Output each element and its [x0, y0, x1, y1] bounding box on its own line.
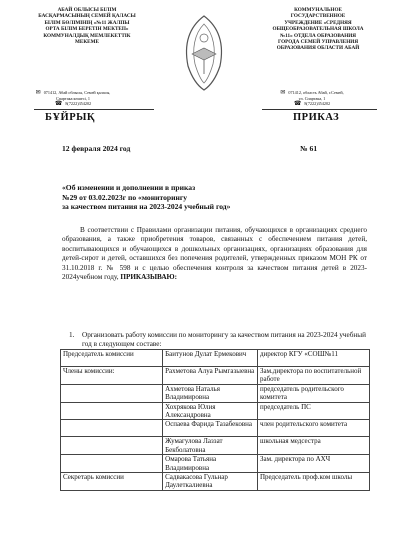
- header-ru-line: КОММУНАЛЬНОЕ: [294, 7, 342, 13]
- address-line: Спартака көшесі, 1: [55, 96, 91, 102]
- header-kz: [12, 7, 162, 45]
- envelope-icon: ✉: [35, 90, 41, 96]
- school-emblem-icon: [178, 14, 230, 92]
- name-cell: Омарова Татьяна Владимировна: [163, 455, 258, 473]
- list-item: [62, 331, 367, 349]
- name-cell: Жумагулова Лаззат Бекболатовна: [163, 437, 258, 455]
- phone-icon: ☎: [54, 101, 63, 108]
- position-cell: председатель родительского комитета: [257, 384, 369, 402]
- table-row: [61, 455, 370, 473]
- address-kz: [33, 90, 113, 108]
- name-cell: Рахметова Алуа Рымгазыевна: [163, 367, 258, 385]
- order-title: [62, 183, 362, 212]
- divider: [262, 109, 377, 110]
- header-ru-line: ГОРОДА СЕМЕЙ УПРАВЛЕНИЯ: [277, 39, 359, 46]
- table-row: [61, 437, 370, 455]
- header-ru: [238, 7, 398, 52]
- order-title-line: №29 от 03.02.2023г по «мониторингу: [62, 192, 188, 202]
- header-kz-line: БІЛІМ БӨЛІМІНІҢ «№11 ЖАЛПЫ: [44, 19, 130, 26]
- role-cell: [61, 455, 163, 473]
- divider: [34, 109, 154, 110]
- header-kz-line: ОРТА БІЛІМ БЕРЕТІН МЕКТЕП»: [45, 26, 129, 33]
- role-cell: [61, 420, 163, 437]
- name-cell: Баитунов Дулат Ермекович: [163, 350, 258, 367]
- doc-type-kz: БҰЙРЫҚ: [45, 112, 96, 123]
- name-cell: Хохрякова Юлия Александровна: [163, 402, 258, 420]
- position-cell: школьная медсестра: [257, 437, 369, 455]
- header-ru-line: УЧРЕЖДЕНИЕ «СРЕДНЯЯ: [284, 19, 352, 26]
- doc-type-ru: ПРИКАЗ: [293, 112, 340, 123]
- address-line: ул. Спартака, 1: [298, 96, 326, 102]
- header-ru-line: №11» ОТДЕЛА ОБРАЗОВАНИЯ: [279, 32, 357, 39]
- position-cell: председатель ПС: [257, 402, 369, 420]
- role-cell: Секретарь комиссии: [61, 473, 163, 491]
- table-row: [61, 384, 370, 402]
- position-cell: директор КГУ «СОШ№11: [257, 350, 369, 367]
- order-number: № 61: [300, 144, 318, 153]
- phone-icon: ☎: [293, 101, 302, 108]
- list-item-text: Организовать работу комиссии по мониторингу за качеством питания на 2023-2024 учебный год в следующем составе:: [82, 331, 366, 349]
- position-cell: член родительского комитета: [257, 420, 369, 437]
- role-cell: [61, 402, 163, 420]
- name-cell: Ахметова Наталья Владимировна: [163, 384, 258, 402]
- position-cell: Зам. директора по АХЧ: [257, 455, 369, 473]
- header-ru-line: ГОСУДАРСТВЕННОЕ: [290, 13, 346, 20]
- role-cell: Председатель комиссии: [61, 350, 163, 367]
- name-cell: Садвакасова Гульнар Даулеткалиевна: [163, 473, 258, 491]
- address-line: 071412, Абай облысы, Семей қаласы,: [43, 90, 111, 95]
- position-cell: Зам.директора по воспитательной работе: [257, 367, 369, 385]
- address-line: 071412, область Абай, г.Семей,: [288, 90, 344, 95]
- body-bold-tail: ПРИКАЗЫВАЮ:: [120, 273, 178, 282]
- order-date: 12 февраля 2024 год: [62, 144, 131, 153]
- table-row: [61, 420, 370, 437]
- table-row: [61, 350, 370, 367]
- role-cell: [61, 384, 163, 402]
- name-cell: Оспаева Фарида Тазабековна: [163, 420, 258, 437]
- header-kz-line: МЕКЕМЕ: [75, 39, 99, 46]
- phone-number: 8(7222)354202: [65, 101, 92, 107]
- order-title-line: за качеством питания на 2023-2024 учебный год»: [62, 202, 231, 212]
- header-kz-line: КОММУНАЛДЫҚ МЕМЛЕКЕТТІК: [43, 32, 131, 39]
- order-body: [62, 226, 367, 282]
- list-item-number: 1.: [69, 331, 75, 339]
- header-ru-line: ОБЩЕОБРАЗОВАТЕЛЬНАЯ ШКОЛА: [272, 26, 364, 33]
- header-ru-line: ОБРАЗОВАНИЯ ОБЛАСТИ АБАЙ: [276, 45, 360, 52]
- header-kz-line: БАСҚАРМАСЫНЫҢ СЕМЕЙ ҚАЛАСЫ: [38, 13, 136, 20]
- role-cell: [61, 437, 163, 455]
- position-cell: Председатель проф.ком школы: [257, 473, 369, 491]
- address-ru: [262, 90, 362, 108]
- body-text: В соответствии с Правилами организации питания, обучающихся в организациях среднего образования, а также приобретения товаров, связанных с обеспечением питания детей, воспитывающихся и обучающихся в дошкольных организациях, организациях образования для детей-сирот и детей, оставшихся без попечения родителей, утвержденных приказом МОН РК от 31.10.2018 г. № 598 и с целью обеспечения контроля за качеством питания детей в 2023-2024учебном году,: [62, 226, 367, 282]
- order-title-line: «Об изменении и дополнении в приказ: [62, 183, 196, 192]
- table-row: [61, 402, 370, 420]
- header-kz-line: АБАЙ ОБЛЫСЫ БІЛІМ: [57, 7, 117, 13]
- committee-table: [60, 349, 370, 491]
- role-cell: Члены комиссии:: [61, 367, 163, 385]
- table-row: [61, 367, 370, 385]
- table-row: [61, 473, 370, 491]
- phone-number: 8(7222)354202: [304, 101, 331, 107]
- envelope-icon: ✉: [280, 90, 286, 96]
